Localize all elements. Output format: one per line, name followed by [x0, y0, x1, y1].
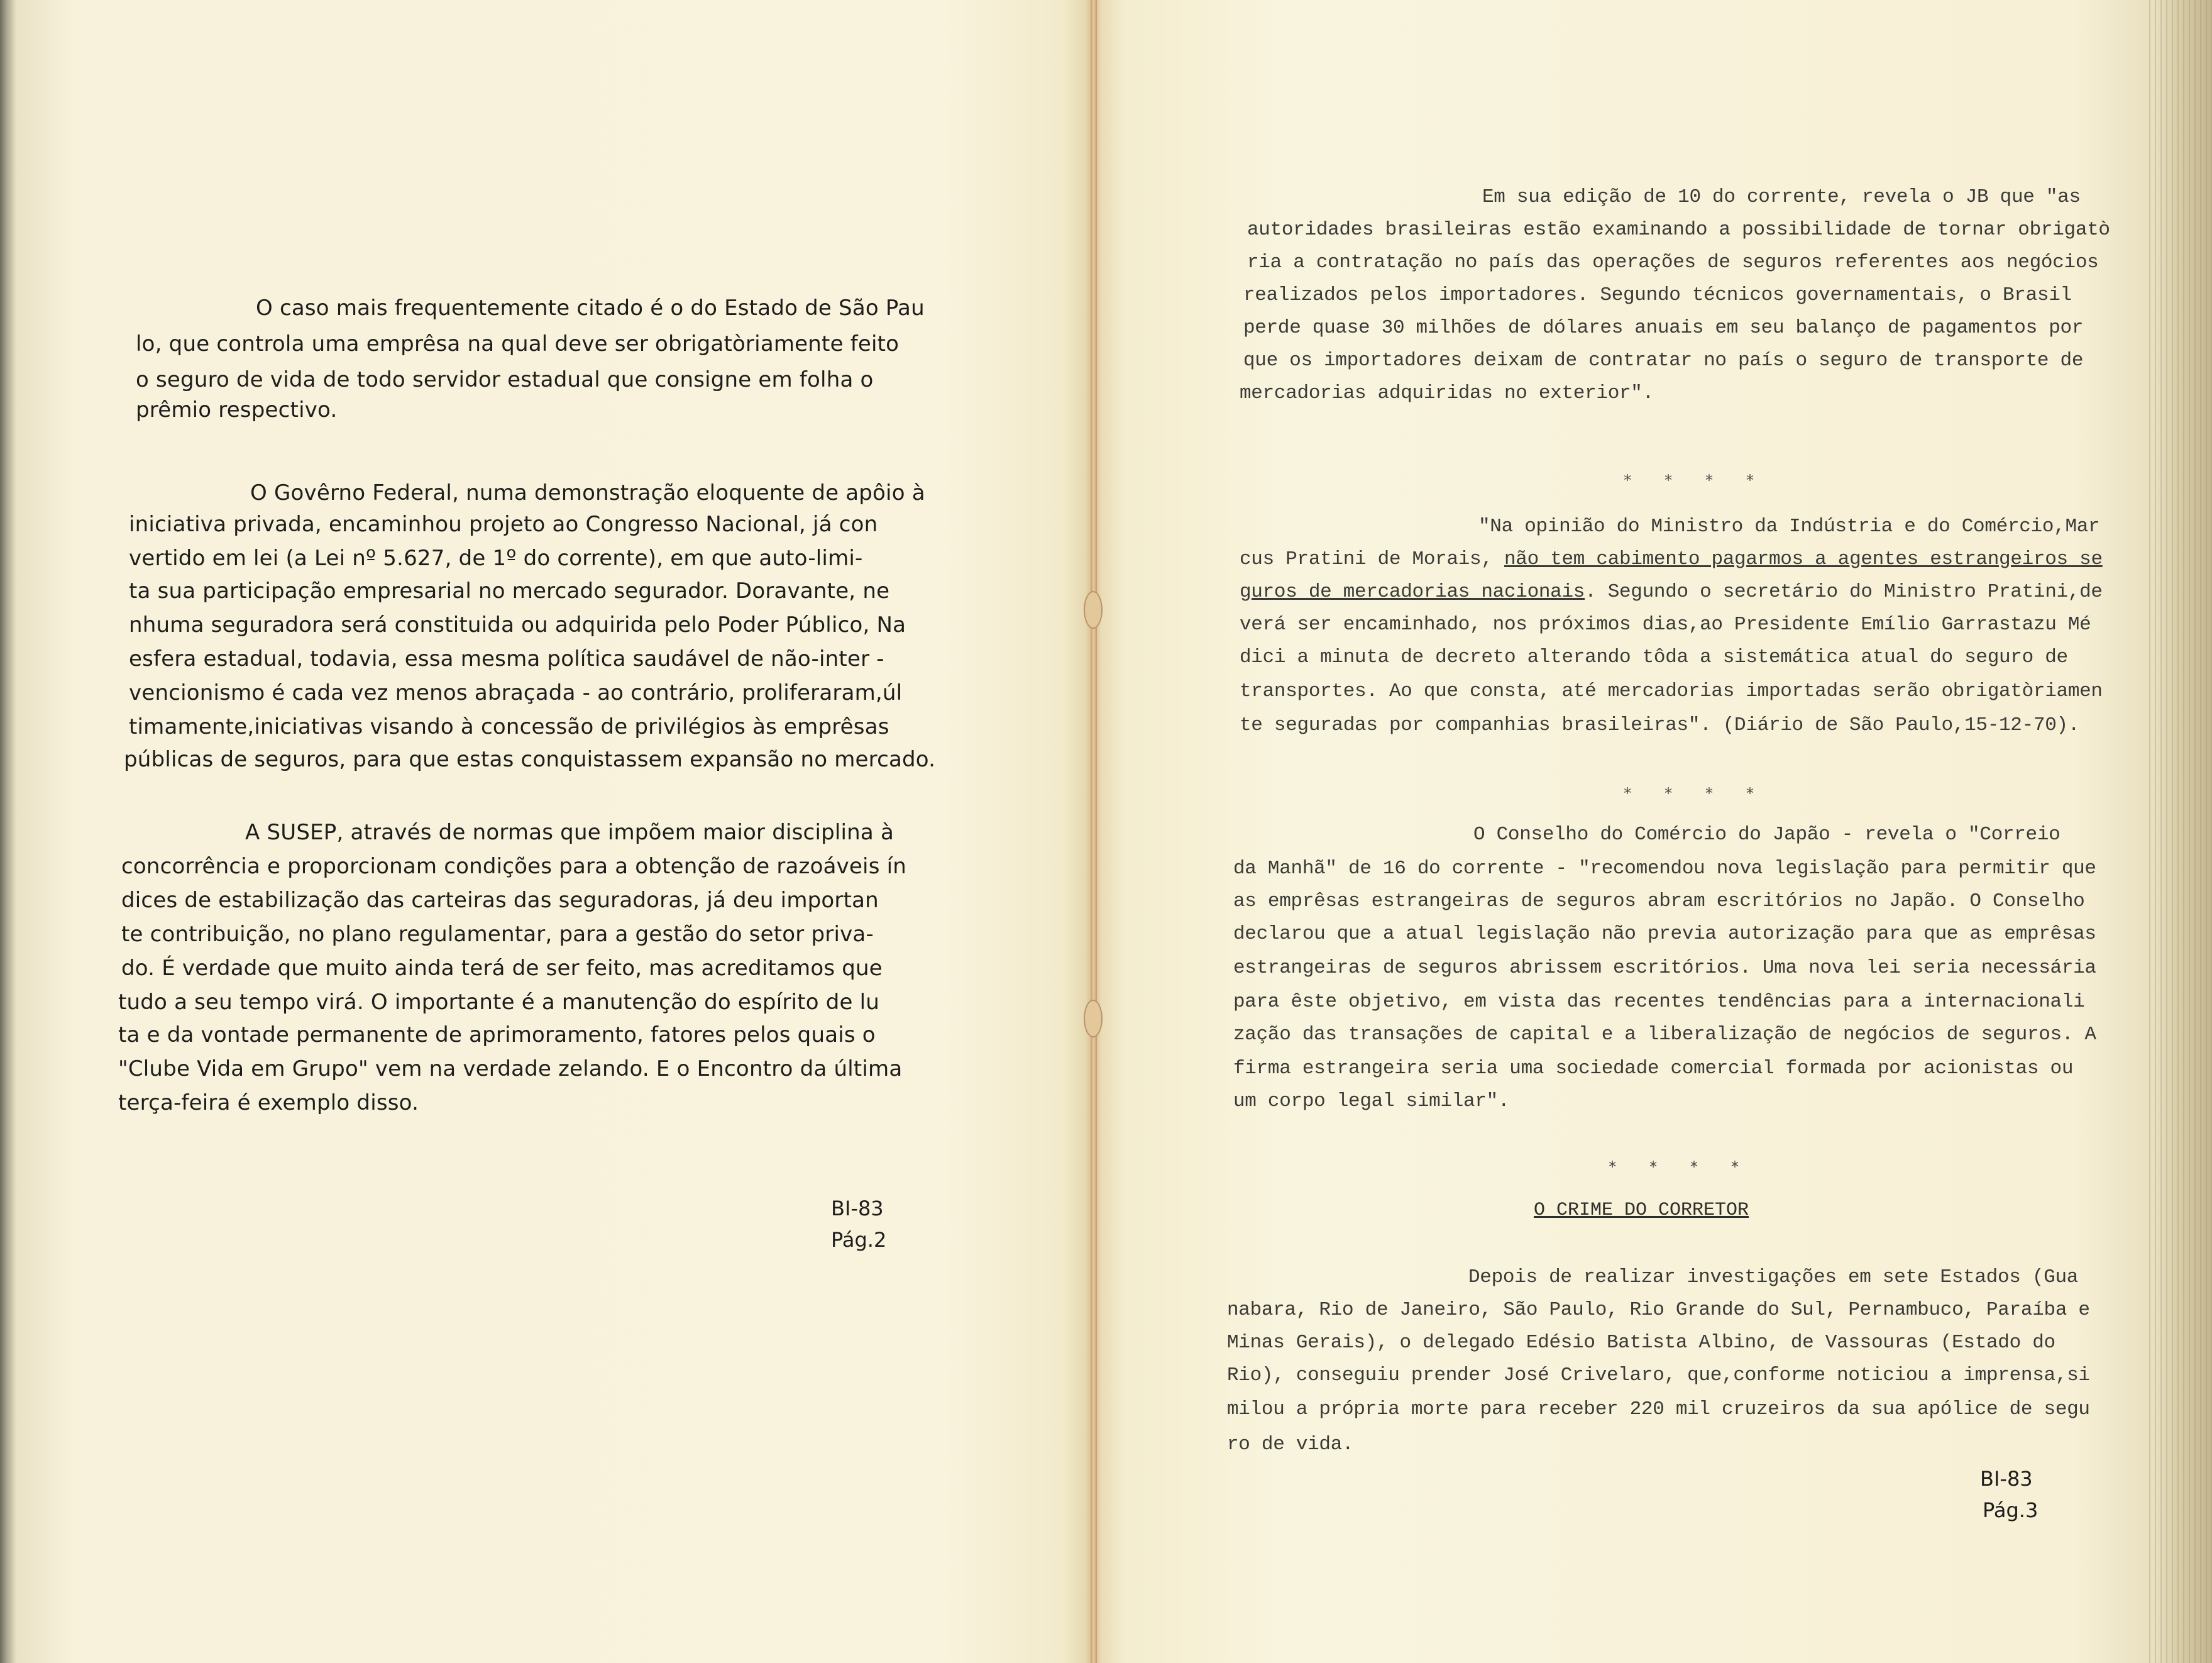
- paragraph-line: dices de estabilização das carteiras das seguradoras, já deu importan: [121, 888, 879, 913]
- paragraph-line: autoridades brasileiras estão examinando a possibilidade de tornar obrigatò: [1247, 219, 2110, 241]
- paragraph-line: verá ser encaminhado, nos próximos dias,ao Presidente Emílio Garrastazu Mé: [1240, 614, 2091, 636]
- page-edges: [2149, 0, 2212, 1663]
- document-reference: BI-83: [1980, 1467, 2033, 1491]
- paragraph-line: as emprêsas estrangeiras de seguros abram escritórios no Japão. O Conselho: [1233, 890, 2085, 912]
- paragraph-line: Rio), conseguiu prender José Crivelaro, que,conforme noticiou a imprensa,si: [1227, 1364, 2090, 1386]
- document-reference: BI-83: [831, 1196, 884, 1220]
- paragraph-line: que os importadores deixam de contratar no país o seguro de transporte de: [1243, 350, 2084, 372]
- paragraph-line: O Govêrno Federal, numa demonstração eloquente de apôio à: [250, 480, 925, 506]
- paragraph-line: zação das transações de capital e a liberalização de negócios de seguros. A: [1233, 1024, 2096, 1046]
- paragraph-line: ta e da vontade permanente de aprimoramento, fatores pelos quais o: [118, 1022, 876, 1047]
- paragraph-line: A SUSEP, através de normas que impõem maior disciplina à: [245, 820, 894, 845]
- paragraph-line: prêmio respectivo.: [136, 397, 338, 423]
- book-gutter: [1091, 0, 1097, 1663]
- paragraph-line: "Na opinião do Ministro da Indústria e do Comércio,Mar: [1478, 516, 2100, 538]
- page-number: Pág.3: [1983, 1498, 2039, 1522]
- paragraph-line: mercadorias adquiridas no exterior".: [1240, 382, 1654, 404]
- left-page: [0, 0, 1091, 1663]
- paragraph-line: timamente,iniciativas visando à concessão de privilégios às emprêsas: [129, 714, 889, 739]
- paragraph-line: Depois de realizar investigações em sete Estados (Gua: [1468, 1266, 2079, 1288]
- paragraph-line: [1240, 578, 2103, 606]
- underlined-text: guros de mercadorias nacionais: [1240, 581, 1585, 603]
- paragraph-line: firma estrangeira seria uma sociedade comercial formada por acionistas ou: [1233, 1058, 2074, 1080]
- paragraph-line: um corpo legal similar".: [1233, 1090, 1510, 1112]
- paragraph-line: ria a contratação no país das operações de seguros referentes aos negócios: [1247, 251, 2099, 273]
- paragraph-line: realizados pelos importadores. Segundo técnicos governamentais, o Brasil: [1243, 284, 2072, 306]
- paragraph-line: Minas Gerais), o delegado Edésio Batista Albino, de Vassouras (Estado do: [1227, 1332, 2055, 1354]
- paragraph-line: [1240, 546, 2103, 573]
- paragraph-line: transportes. Ao que consta, até mercadorias importadas serão obrigatòriamen: [1240, 680, 2103, 702]
- paragraph-line: Em sua edição de 10 do corrente, revela o JB que "as: [1482, 186, 2081, 208]
- paragraph-line: tudo a seu tempo virá. O importante é a manutenção do espírito de lu: [118, 990, 880, 1015]
- paragraph-line: estrangeiras de seguros abrissem escritórios. Uma nova lei seria necessária: [1233, 957, 2096, 979]
- paragraph-line: declarou que a atual legislação não previa autorização para que as emprêsas: [1233, 923, 2096, 945]
- paragraph-line: vencionismo é cada vez menos abraçada - ao contrário, proliferaram,úl: [129, 680, 903, 705]
- paragraph-line: ro de vida.: [1227, 1434, 1354, 1456]
- paragraph-line: lo, que controla uma emprêsa na qual deve ser obrigatòriamente feito: [136, 331, 900, 356]
- paragraph-line: para êste objetivo, em vista das recentes tendências para a internacionali: [1233, 991, 2085, 1013]
- section-heading: O CRIME DO CORRETOR: [1534, 1200, 1749, 1221]
- paragraph-line: O Conselho do Comércio do Japão - revela o "Correio: [1473, 824, 2061, 846]
- paragraph-line: esfera estadual, todavia, essa mesma política saudável de não-inter -: [129, 646, 884, 671]
- paragraph-line: terça-feira é exemplo disso.: [118, 1090, 419, 1115]
- paragraph-line: dici a minuta de decreto alterando tôda a sistemática atual do seguro de: [1240, 646, 2068, 668]
- paragraph-line: concorrência e proporcionam condições para a obtenção de razoáveis ín: [121, 854, 907, 879]
- paragraph-text: cus Pratini de Morais,: [1240, 548, 1504, 570]
- paragraph-line: do. É verdade que muito ainda terá de ser feito, mas acreditamos que: [121, 956, 883, 981]
- section-separator: * * * *: [1608, 1158, 1751, 1176]
- paragraph-line: o seguro de vida de todo servidor estadual que consigne em folha o: [136, 367, 874, 392]
- paragraph-line: da Manhã" de 16 do corrente - "recomendou nova legislação para permitir que: [1233, 858, 2096, 880]
- paragraph-line: te contribuição, no plano regulamentar, para a gestão do setor priva-: [121, 922, 874, 947]
- paragraph-line: "Clube Vida em Grupo" vem na verdade zelando. E o Encontro da última: [118, 1056, 903, 1081]
- page-number: Pág.2: [831, 1228, 887, 1252]
- paragraph-line: públicas de seguros, para que estas conquistassem expansão no mercado.: [124, 747, 936, 772]
- paragraph-line: milou a própria morte para receber 220 mil cruzeiros da sua apólice de segu: [1227, 1398, 2090, 1420]
- section-separator: * * * *: [1623, 472, 1766, 489]
- paragraph-line: nabara, Rio de Janeiro, São Paulo, Rio Grande do Sul, Pernambuco, Paraíba e: [1227, 1299, 2090, 1321]
- section-separator: * * * *: [1623, 785, 1766, 802]
- paragraph-line: nhuma seguradora será constituida ou adquirida pelo Poder Público, Na: [129, 612, 906, 638]
- paragraph-line: ta sua participação empresarial no mercado segurador. Doravante, ne: [129, 578, 890, 604]
- paragraph-line: iniciativa privada, encaminhou projeto ao Congresso Nacional, já con: [129, 512, 878, 537]
- paragraph-line: vertido em lei (a Lei nº 5.627, de 1º do corrente), em que auto-limi-: [129, 546, 863, 571]
- paragraph-line: perde quase 30 milhões de dólares anuais em seu balanço de pagamentos por: [1243, 317, 2084, 339]
- paragraph-text: . Segundo o secretário do Ministro Pratini,de: [1585, 581, 2103, 603]
- paragraph-line: O caso mais frequentemente citado é o do Estado de São Pau: [256, 296, 925, 321]
- underlined-text: não tem cabimento pagarmos a agentes estrangeiros se: [1504, 548, 2103, 570]
- paragraph-line: te seguradas por companhias brasileiras". (Diário de São Paulo,15-12-70).: [1240, 714, 2080, 736]
